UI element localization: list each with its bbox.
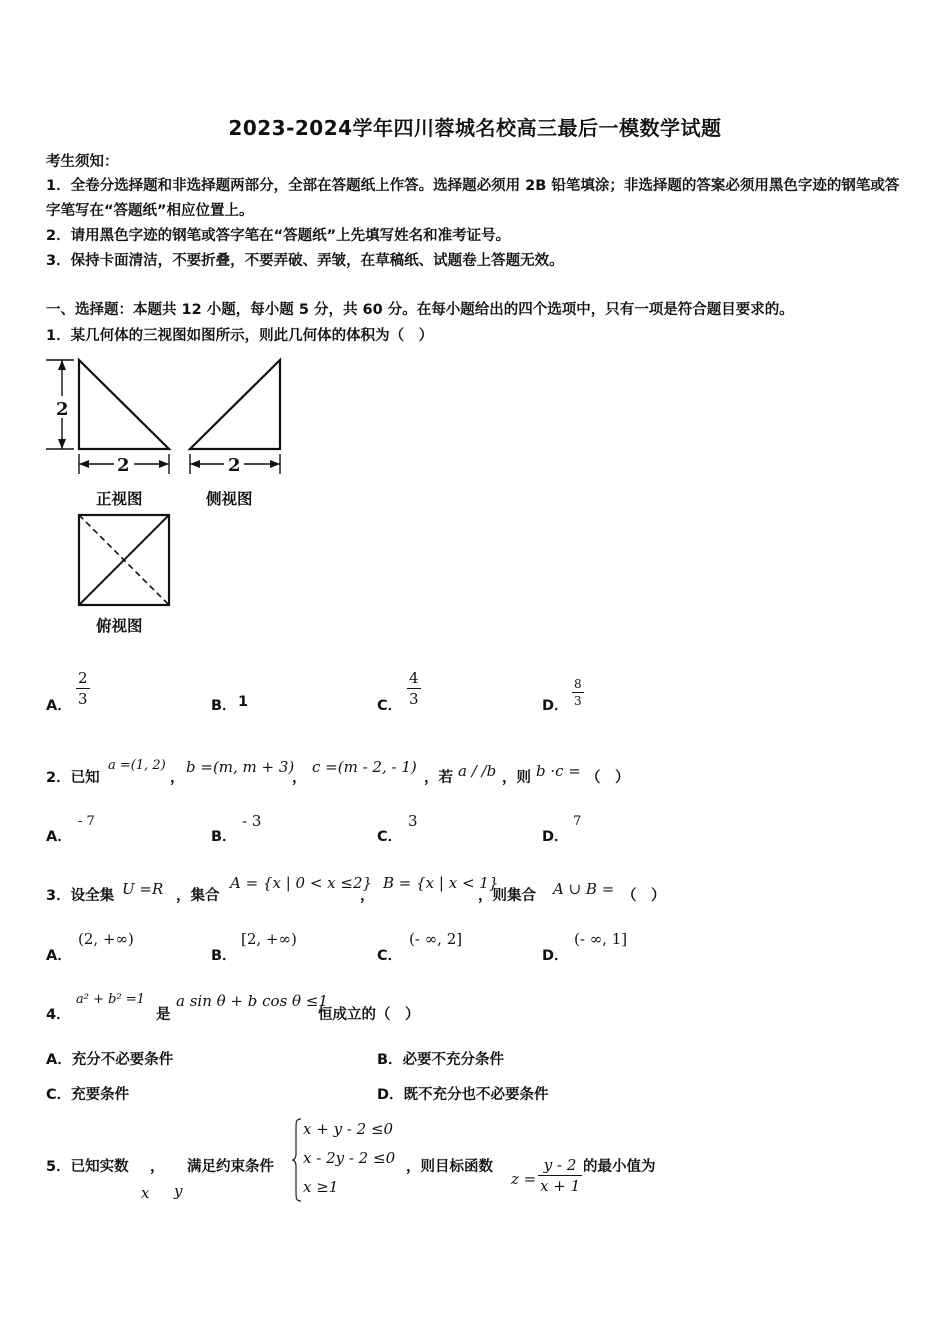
notice-item-3: 3．保持卡面清洁，不要折叠，不要弄破、弄皱，在草稿纸、试题卷上答题无效。 bbox=[46, 253, 564, 269]
notice-heading: 考生须知： bbox=[46, 154, 119, 170]
q3-universe: U =R bbox=[122, 880, 164, 898]
q3-option-c-label: C． bbox=[377, 948, 403, 964]
q5-brace bbox=[291, 1118, 303, 1202]
page-title: 2023-2024学年四川蓉城名校高三最后一模数学试题 bbox=[228, 116, 722, 140]
q4-is: 是 bbox=[156, 1007, 171, 1023]
q3-option-c-value: (- ∞, 2] bbox=[409, 930, 463, 948]
side-view-shape bbox=[190, 360, 280, 449]
top-view-label: 俯视图 bbox=[96, 616, 143, 635]
q1-option-c-label: C． bbox=[377, 698, 403, 714]
q5-constraint-word: 满足约束条件 bbox=[187, 1159, 274, 1175]
q3-option-b-label: B． bbox=[211, 948, 237, 964]
q2-then: ，则 bbox=[502, 770, 531, 786]
q2-blank: （ ） bbox=[586, 770, 630, 786]
q1-option-b-label: B． bbox=[211, 698, 237, 714]
q3-option-d-label: D． bbox=[542, 948, 569, 964]
q3-set-b: B = {x | x < 1} bbox=[383, 874, 499, 892]
q2-condition: a / /b bbox=[458, 762, 497, 780]
front-view-shape bbox=[79, 360, 169, 449]
q3-set-word: ，集合 bbox=[176, 888, 220, 904]
q5-constraint-3: x ≥1 bbox=[303, 1178, 339, 1196]
q3-blank: （ ） bbox=[622, 888, 666, 904]
q2-vector-a: a =(1, 2) bbox=[108, 758, 166, 773]
q1-stem: 1．某几何体的三视图如图所示，则此几何体的体积为（ ） bbox=[46, 328, 434, 344]
q3-option-d-value: (- ∞, 1] bbox=[574, 930, 628, 948]
q3-separator: ， bbox=[360, 888, 375, 904]
q5-var-x: x bbox=[141, 1184, 150, 1202]
q2-option-a-label: A． bbox=[46, 829, 72, 845]
section-heading: 一、选择题：本题共 12 小题，每小题 5 分，共 60 分。在每小题给出的四个选项中，只有一项是符合题目要求的。 bbox=[46, 302, 794, 318]
q2-option-c-label: C． bbox=[377, 829, 403, 845]
q5-constraint-2: x - 2y - 2 ≤0 bbox=[303, 1149, 396, 1167]
notice-item-1: 1．全卷分选择题和非选择题两部分，全部在答题纸上作答。选择题必须用 2B 铅笔填涂；非选择题的答案必须用黑色字迹的钢笔或答字笔写在“答题纸”相应位置上。 bbox=[46, 178, 900, 219]
side-view-label: 侧视图 bbox=[206, 489, 253, 508]
q5-z: z = bbox=[511, 1170, 537, 1188]
q1-option-c-value: $\frac{4}{3}$ bbox=[409, 669, 419, 708]
front-view-label: 正视图 bbox=[96, 489, 143, 508]
q1-option-d-label: D． bbox=[542, 698, 569, 714]
dim-side-width-label: 2 bbox=[228, 455, 241, 476]
q3-expression: A ∪ B = bbox=[553, 880, 615, 898]
q4-rest: 恒成立的（ ） bbox=[318, 1007, 420, 1023]
q2-vector-b: b =(m, m + 3) bbox=[186, 758, 295, 776]
q4-option-d: D．既不充分也不必要条件 bbox=[377, 1087, 549, 1103]
q2-if: ，若 bbox=[424, 770, 453, 786]
three-view-figure bbox=[44, 352, 294, 612]
q5-objective-word: ，则目标函数 bbox=[406, 1159, 493, 1175]
q2-expression: b ·c = bbox=[536, 762, 581, 780]
q4-number: 4． bbox=[46, 1007, 71, 1023]
q1-option-d-value: $\frac{8}{3}$ bbox=[574, 677, 582, 708]
q3-option-a-value: (2, +∞) bbox=[78, 930, 134, 948]
q5-constraint-1: x + y - 2 ≤0 bbox=[303, 1120, 394, 1138]
q4-condition: a² + b² =1 bbox=[76, 992, 145, 1007]
q2-option-d-value: 7 bbox=[573, 814, 582, 829]
q3-prefix: 3．设全集 bbox=[46, 888, 115, 904]
q3-option-b-value: [2, +∞) bbox=[241, 930, 297, 948]
q5-separator: ， bbox=[150, 1159, 165, 1175]
q2-option-d-label: D． bbox=[542, 829, 569, 845]
q4-inequality: a sin θ + b cos θ ≤1 bbox=[176, 992, 328, 1010]
dim-front-width-label: 2 bbox=[117, 455, 130, 476]
q2-separator: ， bbox=[292, 770, 307, 786]
q5-objective-fraction: $\frac{y - 2}{x + 1}$ bbox=[540, 1156, 581, 1195]
notice-item-2: 2．请用黑色字迹的钢笔或答字笔在“答题纸”上先填写姓名和准考证号。 bbox=[46, 228, 511, 244]
q3-option-a-label: A． bbox=[46, 948, 72, 964]
q5-prefix: 5．已知实数 bbox=[46, 1159, 129, 1175]
q2-separator: ， bbox=[170, 770, 185, 786]
q3-set-a: A = {x | 0 < x ≤2} bbox=[230, 874, 373, 892]
q1-option-a-label: A． bbox=[46, 698, 72, 714]
q2-option-c-value: 3 bbox=[408, 812, 418, 830]
q5-tail: 的最小值为 bbox=[583, 1159, 656, 1175]
q1-option-a-value: $\frac{2}{3}$ bbox=[78, 669, 88, 708]
q2-prefix: 2．已知 bbox=[46, 770, 100, 786]
q2-option-b-value: - 3 bbox=[242, 812, 262, 830]
q1-option-b-value: 1 bbox=[238, 694, 249, 710]
q5-var-y: y bbox=[174, 1182, 183, 1200]
q2-option-a-value: - 7 bbox=[78, 814, 95, 829]
dim-height-label: 2 bbox=[56, 399, 69, 420]
q2-option-b-label: B． bbox=[211, 829, 237, 845]
q4-option-a: A．充分不必要条件 bbox=[46, 1052, 174, 1068]
q3-ask: ，则集合 bbox=[478, 888, 536, 904]
q4-option-c: C．充要条件 bbox=[46, 1087, 130, 1103]
q4-option-b: B．必要不充分条件 bbox=[377, 1052, 505, 1068]
q2-vector-c: c =(m - 2, - 1) bbox=[312, 758, 417, 776]
